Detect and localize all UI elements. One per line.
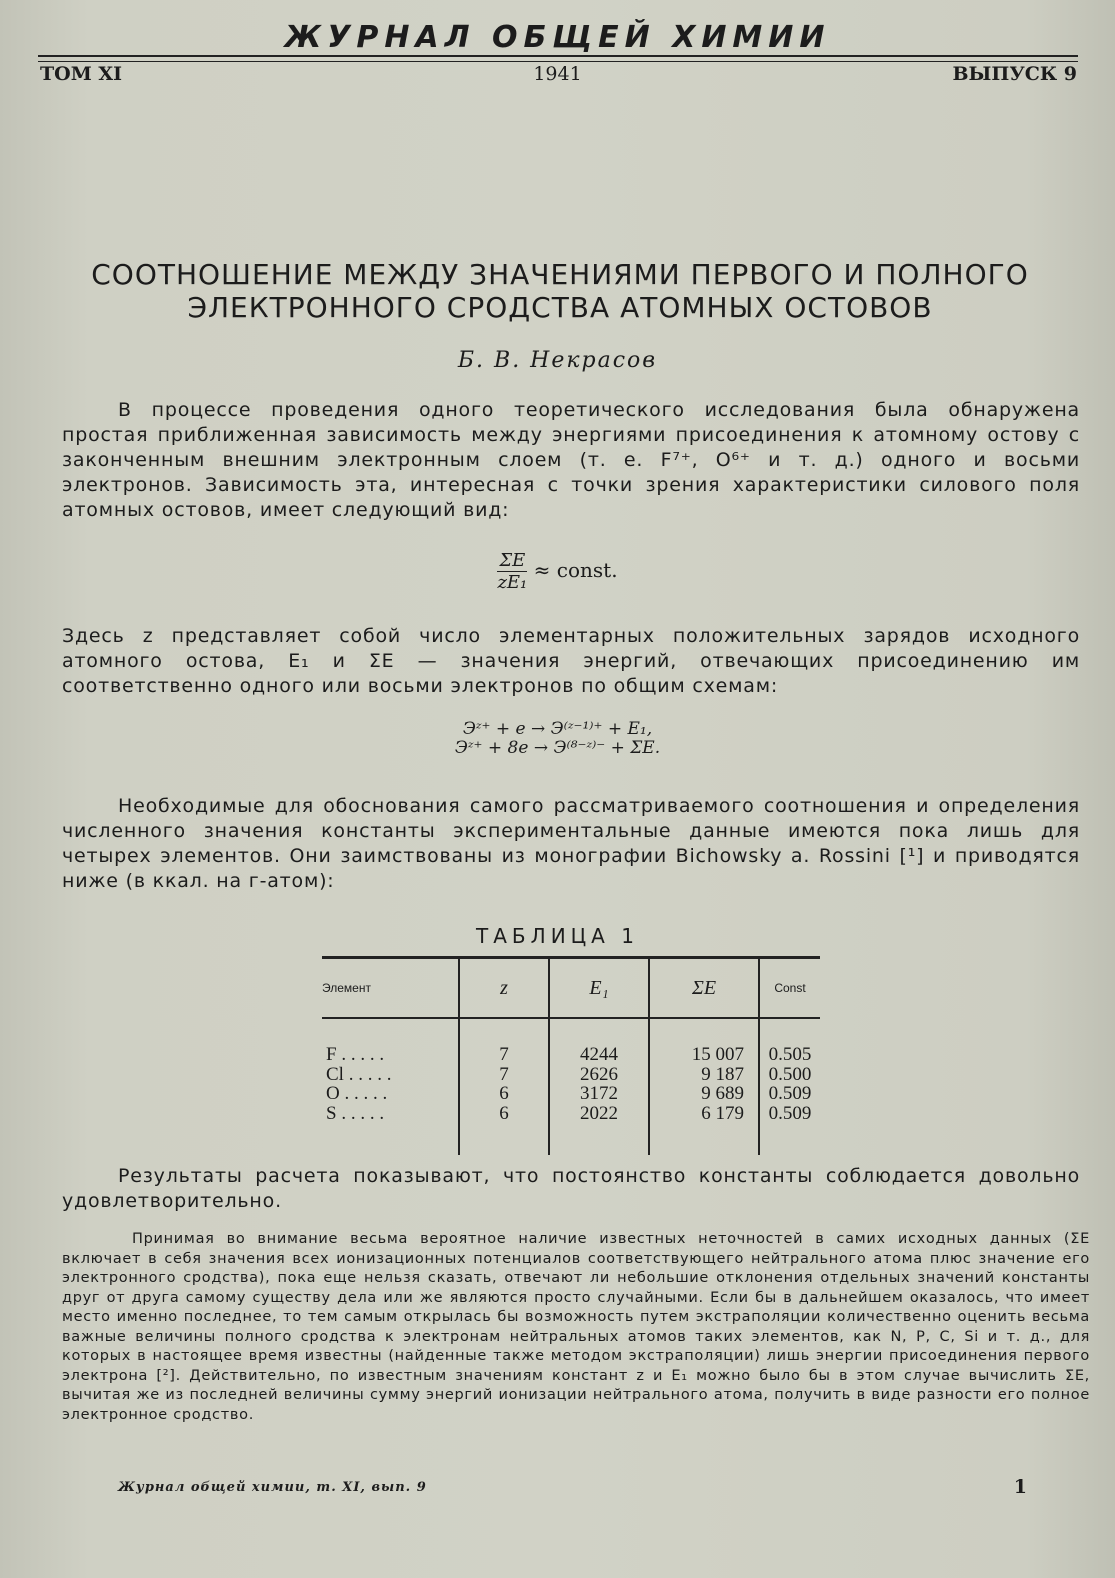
header-const: Const <box>759 958 820 1019</box>
paragraph-data-source: Необходимые для обоснования самого рассматриваемого соотношения и определения численного значения константы экспериментальные данные имеются пока лишь для четырех элементов. Они заимствованы из монографии Bichowsky a. Rossini [¹] и приводятся ниже (в ккал. на г-атом): <box>62 795 1080 892</box>
table-cell: 0.500 <box>768 1063 812 1085</box>
footer-source: Журнал общей химии, т. XI, вып. 9 <box>118 1480 427 1495</box>
column-sum-e <box>649 1018 759 1155</box>
table-cell: 0.505 <box>768 1044 812 1065</box>
paragraph-results: Результаты расчета показывают, что постоянство константы соблюдается довольно удовлетворительно. <box>62 1165 1080 1212</box>
reaction-scheme <box>0 720 1115 758</box>
formula-fraction <box>497 550 527 593</box>
header-sum-e: ΣE <box>649 958 759 1019</box>
article-title-line-2: ЭЛЕКТРОННОГО СРОДСТВА АТОМНЫХ ОСТОВОВ <box>187 291 933 324</box>
table-cell: 7 <box>499 1044 509 1065</box>
header-z: z <box>459 958 549 1019</box>
table-cell: 0.509 <box>768 1102 812 1124</box>
table-cell: 2626 <box>580 1063 618 1085</box>
table-cell: 0.509 <box>768 1083 812 1104</box>
article-title <box>40 258 1080 324</box>
table-cell: 9 689 <box>701 1083 744 1104</box>
formula-denominator: zE₁ <box>497 572 528 593</box>
table-cell: 15 007 <box>691 1044 744 1065</box>
paragraph-definitions: Здесь z представляет собой число элементарных положительных зарядов исходного атомного остова, E₁ и ΣE — значения энергий, отвечающих присоединению им соответственно одного или восьми электронов по общим схемам: <box>62 625 1080 697</box>
paragraph-discussion: Принимая во внимание весьма вероятное наличие известных неточностей в самих исходных данных (ΣE включает в себя значения всех ионизационных потенциалов соответствующего нейтрального атома плюс значение его электронного сродства), пока еще нельзя сказать, отвечают ли небольшие отклонения отдельных значений константы друг от друга самому существу дела или же являются просто случайными. Если бы в дальнейшем оказалось, что имеет место именно последнее, то тем самым открылась бы возможность путем экстраполяции количественно оценить весьма важные величины полного сродства к электронам нейтральных атомов таких элементов, как N, P, C, Si и т. д., для которых в настоящее время известны (найденные также методом экстраполяции) лишь энергии присоединения первого электрона [²]. Действительно, по известным значениям констант z и E₁ можно было бы в этом случае вычислить ΣE, вычитая же из последней величины сумму энергий ионизации нейтрального атома, получить в виде разности его полное электронное сродство. <box>62 1231 1090 1423</box>
page-number: 1 <box>1013 1476 1027 1498</box>
table-cell: 3172 <box>580 1083 618 1104</box>
column-z <box>459 1018 549 1155</box>
table-cell: 2022 <box>580 1102 618 1124</box>
column-const <box>759 1018 820 1155</box>
table-cell: S . . . . . <box>326 1102 385 1124</box>
table-cell: F . . . . . <box>326 1044 385 1065</box>
article-title-line-1: СООТНОШЕНИЕ МЕЖДУ ЗНАЧЕНИЯМИ ПЕРВОГО И ПОЛНОГО <box>91 258 1029 291</box>
data-table <box>322 956 820 1155</box>
column-e1 <box>549 1018 649 1155</box>
header-rule <box>38 55 1078 62</box>
journal-title: ЖУРНАЛ ОБЩЕЙ ХИМИИ <box>284 20 831 55</box>
formula-rhs: ≈ const. <box>533 558 618 582</box>
reaction-one-electron: Эᶻ⁺ + e → Э⁽ᶻ⁻¹⁾⁺ + E₁, <box>462 719 653 739</box>
table-header-row <box>322 958 820 1019</box>
table-cell: 7 <box>499 1063 509 1085</box>
volume-label: ТОМ XI <box>40 63 122 85</box>
table-body <box>322 1018 820 1155</box>
article-author: Б. В. Некрасов <box>457 348 658 373</box>
header-e1: E₁ <box>549 958 649 1019</box>
table-cell: 6 179 <box>701 1102 744 1124</box>
table-cell: 9 187 <box>701 1063 744 1085</box>
ratio-formula <box>0 550 1115 593</box>
issue-label: ВЫПУСК 9 <box>952 63 1077 85</box>
table-cell: Cl . . . . . <box>326 1063 392 1085</box>
table-cell: 6 <box>499 1083 509 1104</box>
table-cell: 6 <box>499 1102 509 1124</box>
table-cell: 4244 <box>580 1044 618 1065</box>
reaction-eight-electrons: Эᶻ⁺ + 8e → Э⁽⁸⁻ᶻ⁾⁻ + ΣE. <box>454 738 661 758</box>
paragraph-intro: В процессе проведения одного теоретического исследования была обнаружена простая приближенная зависимость между энергиями присоединения к атомному остову с законченным внешним электронным слоем (т. е. F⁷⁺, O⁶⁺ и т. д.) одного и восьми электронов. Зависимость эта, интересная с точки зрения характеристики силового поля атомных остовов, имеет следующий вид: <box>62 399 1080 521</box>
table-caption: ТАБЛИЦА 1 <box>476 924 639 948</box>
year-label: 1941 <box>533 63 582 85</box>
table-cell: O . . . . . <box>326 1083 388 1104</box>
column-element <box>322 1018 459 1155</box>
formula-numerator: ΣE <box>499 550 526 571</box>
header-element: Элемент <box>322 958 459 1019</box>
